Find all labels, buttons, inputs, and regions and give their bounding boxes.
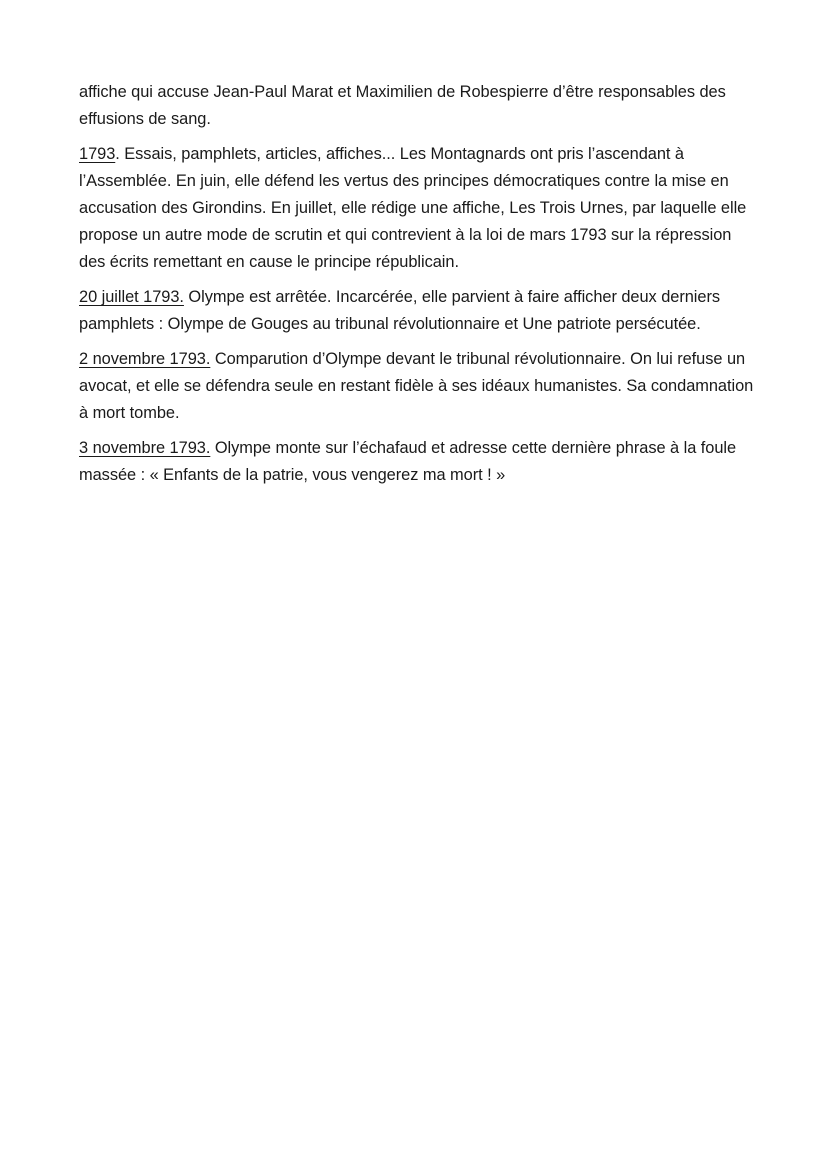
paragraph-date: 2 novembre 1793. <box>79 350 211 368</box>
paragraph-20-juillet-1793 <box>79 284 759 338</box>
paragraph-text: . Essais, pamphlets, articles, affiches... Les Montagnards ont pris l’ascendant à l’Assemblée. En juin, elle défend les vertus des principes démocratiques contre la mise en accusation des Girondins. En juillet, elle rédige une affiche, Les Trois Urnes, par laquelle elle propose un autre mode de scrutin et qui contrevient à la loi de mars 1793 sur la répression des écrits remettant en cause le principe républicain. <box>79 145 747 271</box>
document-page <box>79 79 759 497</box>
paragraph-1793 <box>79 141 759 276</box>
paragraph-3-novembre-1793 <box>79 435 759 489</box>
paragraph-text: Comparution d’Olympe devant le tribunal révolutionnaire. On lui refuse un avocat, et elle se défendra seule en restant fidèle à ses idéaux humanistes. Sa condamnation à mort tombe. <box>79 350 754 422</box>
paragraph-text: affiche qui accuse Jean-Paul Marat et Maximilien de Robespierre d’être responsables des effusions de sang. <box>79 83 726 128</box>
paragraph-continuation <box>79 79 759 133</box>
paragraph-text: Olympe monte sur l’échafaud et adresse cette dernière phrase à la foule massée : « Enfants de la patrie, vous vengerez ma mort ! » <box>79 439 737 484</box>
paragraph-date: 1793 <box>79 145 116 163</box>
paragraph-date: 3 novembre 1793. <box>79 439 211 457</box>
paragraph-date: 20 juillet 1793. <box>79 288 184 306</box>
paragraph-2-novembre-1793 <box>79 346 759 427</box>
paragraph-text: Olympe est arrêtée. Incarcérée, elle parvient à faire afficher deux derniers pamphlets : Olympe de Gouges au tribunal révolutionnaire et Une patriote persécutée. <box>79 288 721 333</box>
